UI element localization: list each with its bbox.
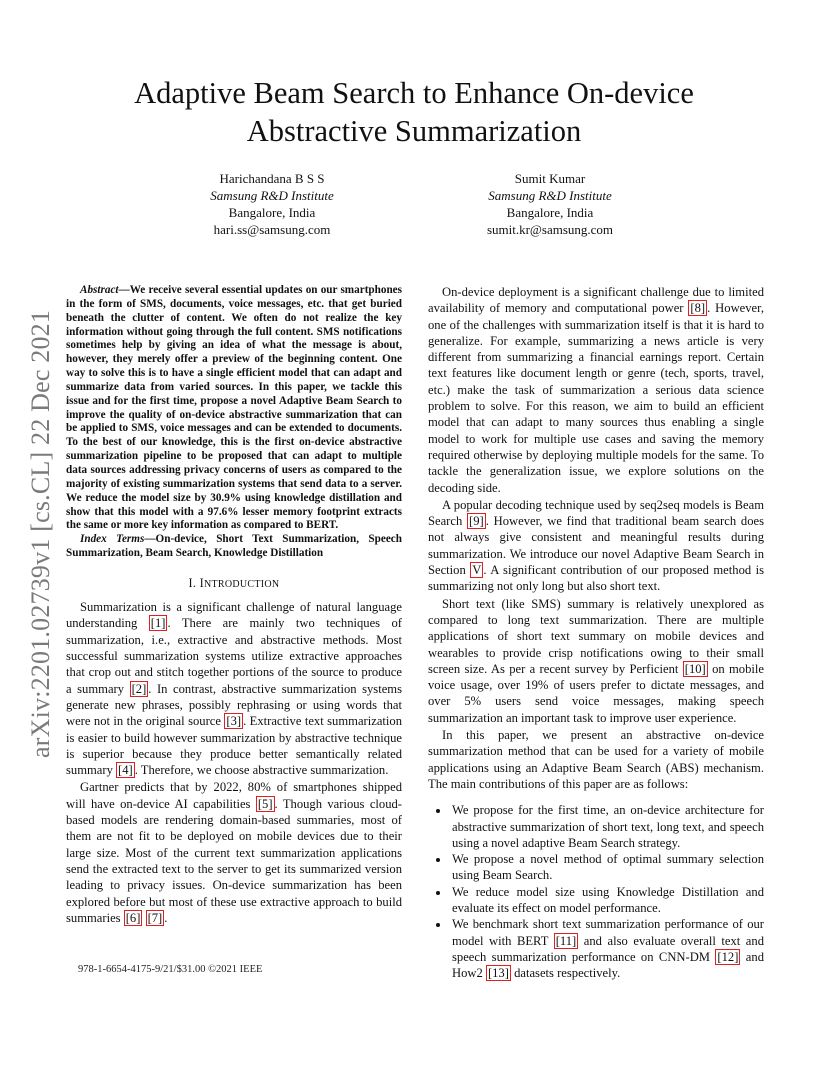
section-heading-introduction: I. INTRODUCTION: [188, 575, 280, 590]
author-location: Bangalore, India: [228, 205, 316, 220]
citation-link[interactable]: [2]: [131, 681, 147, 696]
author-name: Harichandana B S S: [219, 171, 325, 186]
paragraph: In this paper, we present an abstractive on-device summarization method that can be used for a variety of mobile applications using an Adaptive Beam Search (ABS) mechanism. The main contributions of this paper are as follows:: [428, 728, 764, 791]
arxiv-identifier: arXiv:2201.02739v1 [cs.CL] 22 Dec 2021: [26, 309, 55, 758]
index-terms-label: Index Terms: [80, 533, 145, 546]
citation-link[interactable]: [5]: [257, 796, 273, 811]
paper-title: Adaptive Beam Search to Enhance On-device Abstractive Summarization: [134, 76, 694, 148]
citation-link[interactable]: [4]: [118, 763, 133, 778]
citation-link[interactable]: [9]: [469, 514, 484, 529]
citation-link[interactable]: [1]: [150, 616, 166, 631]
abstract-label: Abstract: [80, 284, 119, 296]
citation-link[interactable]: [10]: [684, 661, 706, 676]
author-email: hari.ss@samsung.com: [213, 222, 331, 237]
list-item: • We benchmark short text summarization performance of our model with BERT [11] and also evaluate overall text and speech summarization performance on CNN-DM [12] and How2 [13] datasets respectively.: [450, 916, 764, 981]
author-block-1: [142, 170, 402, 238]
author-affiliation: Samsung R&D Institute: [488, 188, 612, 203]
paragraph: A popular decoding technique used by seq2seq models is Beam Search [9] . However, we find that traditional beam search does not always give consistent and meaningful results during summarization. We introduce our novel Adaptive Beam Search in Section V . A significant contribution of our proposed method is summarizing not only long but also short text.: [428, 497, 764, 594]
paragraph: Short text (like SMS) summary is relatively unexplored as compared to long text summarization. There are multiple applications of short text summary on mobile devices and wearables to provide crisp notifications owing to their small screen size. As per a recent survey by Perficient [10] on mobile voice usage, over 19% of users prefer to dictate messages, and over 5% users send voice messages, making speech summarization an important task to improve user experience.: [428, 596, 764, 725]
list-item: • We propose a novel method of optimal summary selection using Beam Search.: [450, 851, 764, 884]
paragraph: Summarization is a significant challenge of natural language understanding [1] . There are mainly two techniques of summarization, i.e., extractive and abstractive methods. Most successful summarization systems utilize extractive approaches that crop out and stitch together portions of the source to produce a summary [2] . In contrast, abstractive summarization systems generate new phrases, possibly rephrasing or using words that were not in the original source [3] . Extractive text summarization is easier to build however summarization by abstractive technique is superior because they produce better semantically related summary [4] . Therefore, we choose abstractive summarization.: [66, 600, 403, 778]
citation-link[interactable]: [7]: [147, 910, 163, 925]
list-item: • We propose for the first time, an on-device architecture for abstractive summarization of short text, long text, and speech using a novel adaptive Beam Search strategy.: [450, 802, 764, 851]
left-column: [66, 284, 402, 926]
abstract: [66, 284, 402, 533]
citation-link[interactable]: [6]: [125, 910, 141, 925]
author-affiliation: Samsung R&D Institute: [210, 188, 334, 203]
right-column: [428, 284, 764, 981]
index-terms-text: —On-device, Short Text Summarization, Speech Summarization, Beam Search, Knowledge Distillation: [66, 533, 402, 560]
section-link[interactable]: V: [472, 563, 482, 578]
citation-link[interactable]: [8]: [690, 301, 706, 316]
author-block-2: [420, 170, 680, 238]
copyright-footnote: 978-1-6654-4175-9/21/$31.00 ©2021 IEEE: [78, 964, 263, 975]
author-email: sumit.kr@samsung.com: [486, 222, 614, 237]
contributions-list: [428, 802, 764, 981]
paragraph: On-device deployment is a significant challenge due to limited availability of memory and computational power [8] . However, one of the challenges with summarization itself is that it is hard to generalize. For example, summarizing a news article is very different from summarizing a financial earnings report. Certain text features like document length or genre (tech, sports, travel, etc.) make the task of summarization a serious data science problem to solve. For this reason, we aim to build an efficient model that can adapt to many sources thus enabling a single model to work for multiple use cases and saving the memory required otherwise by deploying multiple models for the same. To tackle the generalization issue, we explore solutions on the decoding side.: [428, 285, 764, 495]
list-item: • We reduce model size using Knowledge Distillation and evaluate its effect on model performance.: [450, 884, 764, 917]
author-name: Sumit Kumar: [514, 171, 586, 186]
author-location: Bangalore, India: [506, 205, 594, 220]
paragraph: Gartner predicts that by 2022, 80% of smartphones shipped will have on-device AI capabilities [5] . Though various cloud-based models are rendering domain-based summaries, most of them are not fit to be deployed on mobile devices due to their large size. Most of the current text summarization applications send the extracted text to the server to get its summarized version leading to privacy issues. On-device summarization has been explored before but most of these use extractive approach to build summaries [6] [7] .: [66, 780, 403, 925]
index-terms: [66, 533, 402, 561]
citation-link[interactable]: [12]: [717, 949, 739, 964]
citation-link[interactable]: [3]: [226, 714, 242, 729]
citation-link[interactable]: [11]: [555, 933, 577, 948]
citation-link[interactable]: [13]: [487, 966, 509, 981]
abstract-text: —We receive several essential updates on our smartphones in the form of SMS, documents, voice messages, etc. that get buried beneath the clutter of content. We often do not realize the key information without going through the full content. SMS notifications sometimes help by giving an idea of what the message is about, however, they merely offer a preview of the beginning content. One way to solve this is to have a single efficient model that can adapt and summarize data from varied sources. In this paper, we tackle this issue and for the first time, propose a novel Adaptive Beam Search to improve the quality of on-device abstractive summarization that can be applied to SMS, voice messages and can be extended to documents. To the best of our knowledge, this is the first on-device abstractive summarization pipeline to be proposed that can adapt to multiple data sources addressing privacy concerns of users as compared to the majority of existing summarization systems that send data to a server. We reduce the model size by 30.9% using knowledge distillation and show that this model with a 97.6% lesser memory footprint extracts the same or more key information as compared to BERT.: [66, 284, 402, 532]
